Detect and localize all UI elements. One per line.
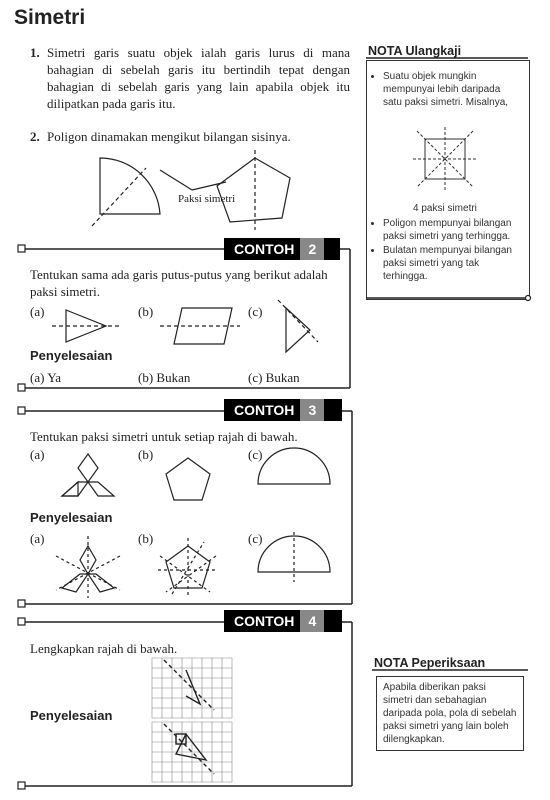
contoh-3-label-c: (c) — [248, 447, 263, 462]
contoh-3-sol-label-a: (a) — [30, 531, 45, 546]
nota-item-2: • Poligon mempunyai bilangan paksi simetri yang terhingga. — [383, 217, 521, 243]
nota-item-3: • Bulatan mempunyai bilangan paksi simetri yang tak terhingga. — [383, 244, 521, 283]
contoh-3-label-a: (a) — [30, 447, 45, 462]
contoh-3-banner-label: CONTOH — [234, 402, 295, 418]
contoh-4-question: Lengkapkan rajah di bawah. — [30, 641, 178, 656]
contoh-2-answer-a: (a) Ya — [30, 370, 62, 385]
nota-peperiksaan-text: Apabila diberikan paksi simetri dan sebahagian daripada pola, pola di sebelah paksi simetri yang lain boleh dilengkapkan. — [376, 676, 524, 751]
contoh-3-solution-heading: Penyelesaian — [30, 510, 113, 525]
contoh-3-sol-label-b: (b) — [138, 531, 154, 546]
contoh-3-sol-label-c: (c) — [248, 531, 263, 546]
contoh-3-label-b: (b) — [138, 447, 154, 462]
point-2-number: 2. — [30, 129, 40, 144]
contoh-4-banner-label: CONTOH — [234, 613, 295, 629]
contoh-4-solution-heading: Penyelesaian — [30, 708, 113, 723]
contoh-4-number: 4 — [300, 610, 324, 632]
contoh-3-number: 3 — [300, 399, 324, 421]
page-title: Simetri — [14, 6, 86, 29]
nota-peperiksaan-heading: NOTA Peperiksaan — [374, 656, 486, 670]
point-1-number: 1. — [30, 45, 40, 60]
contoh-2-number: 2 — [300, 238, 324, 260]
contoh-3-question: Tentukan paksi simetri untuk setiap rajah di bawah. — [30, 429, 298, 444]
contoh-2-answer-c: (c) Bukan — [248, 370, 300, 385]
nota-ulangkaji-heading: NOTA Ulangkaji — [368, 44, 462, 58]
contoh-2-label-c: (c) — [248, 304, 263, 319]
point-1-text: Simetri garis suatu objek ialah garis lurus di mana bahagian di sebelah garis itu bertindih tepat dengan bahagian di sebelah garis yang lain apabila objek itu dilipatkan pada garis itu. — [47, 45, 350, 111]
contoh-2-question: Tentukan sama ada garis putus-putus yang berikut adalah paksi simetri. — [30, 267, 328, 299]
contoh-2-banner-label: CONTOH — [234, 241, 295, 257]
contoh-2-solution-heading: Penyelesaian — [30, 348, 113, 363]
four-axes-caption: 4 paksi simetri — [413, 203, 477, 214]
nota-item-1: • Suatu objek mungkin mempunyai lebih daripada satu paksi simetri. Misalnya, — [383, 70, 521, 109]
point-2-text: Poligon dinamakan mengikut bilangan sisinya. — [47, 129, 291, 144]
contoh-2-label-b: (b) — [138, 304, 154, 319]
contoh-2-answer-b: (b) Bukan — [138, 370, 191, 385]
contoh-2-label-a: (a) — [30, 304, 45, 319]
axis-label: Paksi simetri — [178, 193, 236, 205]
